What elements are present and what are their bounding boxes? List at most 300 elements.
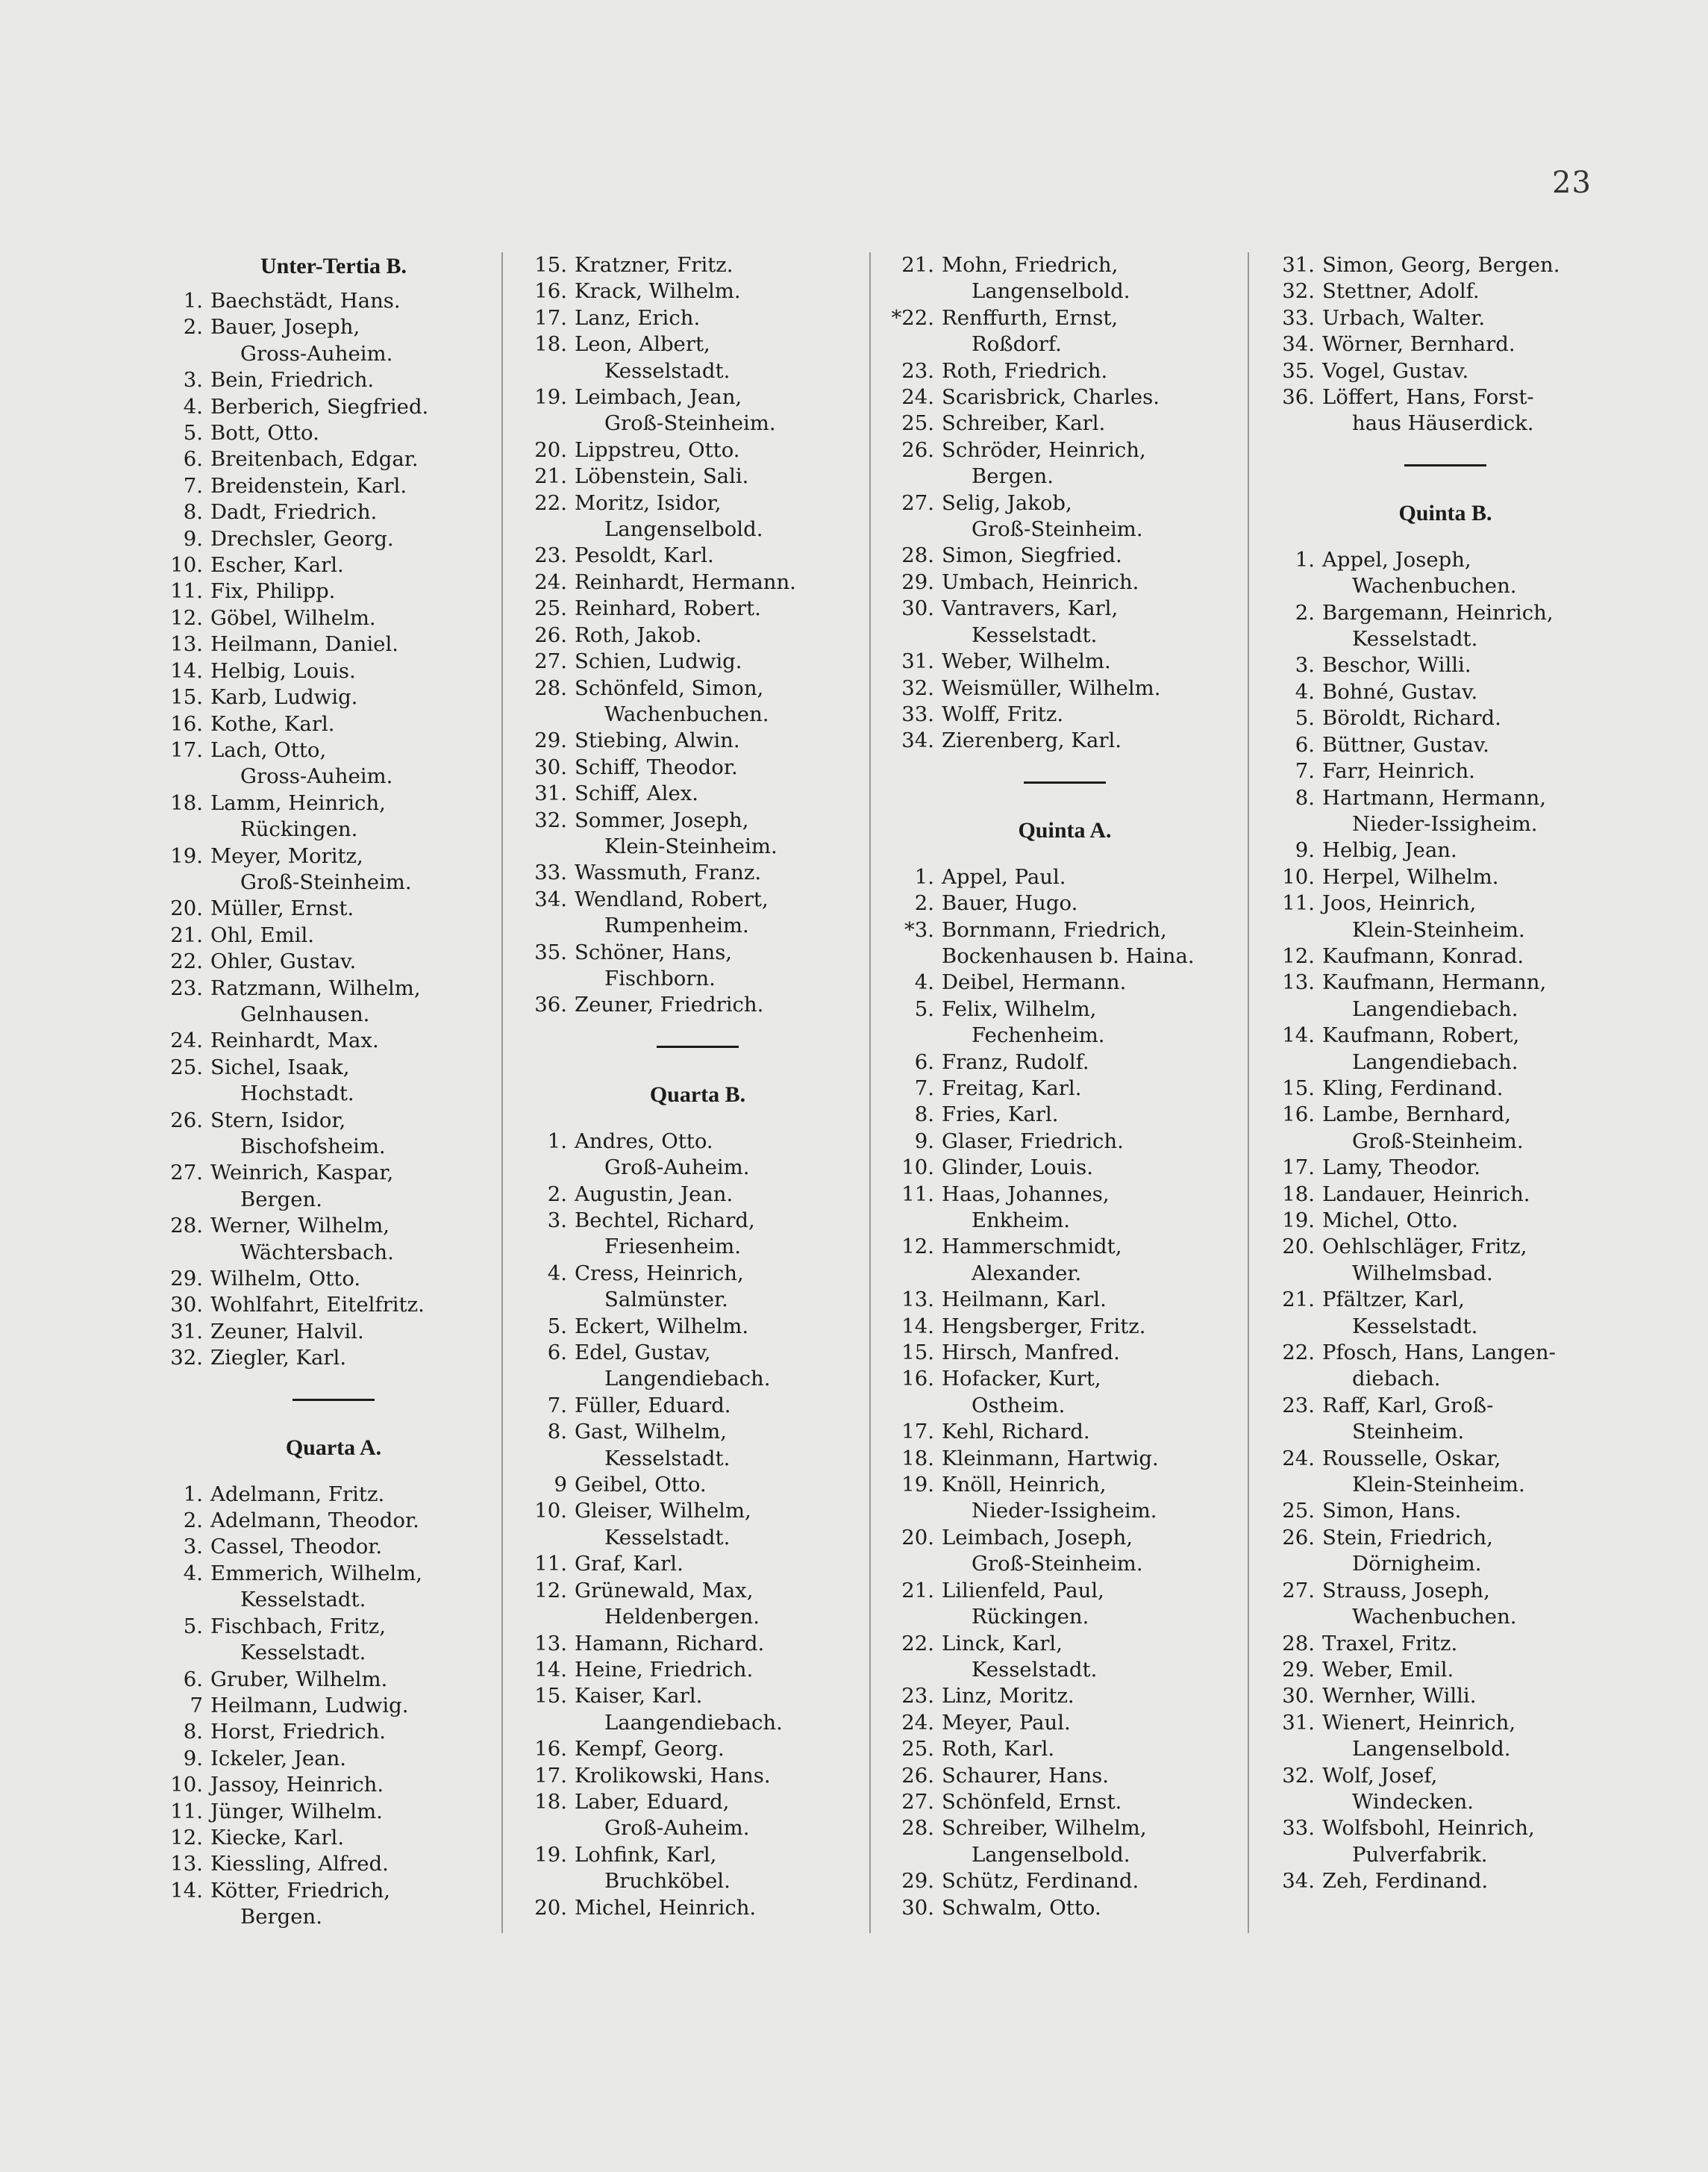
student-entry [522, 305, 873, 331]
student-entry [1270, 890, 1621, 917]
student-name: Eckert, Wilhelm. [575, 1314, 749, 1338]
student-entry [889, 890, 1240, 917]
entry-number: 27. [901, 1789, 934, 1814]
entry-number: 19. [534, 385, 567, 410]
entry-number: 23. [534, 543, 567, 568]
student-entry [889, 1525, 1240, 1551]
student-place: Bockenhausen b. Haina. [942, 943, 1195, 968]
student-name: Franz, Rudolf. [942, 1049, 1089, 1074]
student-name: Deibel, Hermann. [942, 970, 1127, 995]
student-name: Bohné, Gustav. [1322, 679, 1478, 704]
student-name: Hammerschmidt, [942, 1235, 1122, 1259]
student-entry [522, 1763, 873, 1789]
entry-number: 1. [547, 1129, 567, 1153]
entry-number: 2. [1295, 600, 1315, 625]
entry-number: 29. [901, 569, 934, 594]
class-section [522, 252, 873, 1019]
student-place: Dörnigheim. [1352, 1552, 1482, 1576]
student-place: Wilhelmsbad. [1352, 1261, 1493, 1285]
student-name: Werner, Wilhelm, [210, 1214, 390, 1238]
entry-number: 4. [547, 1261, 567, 1285]
entry-number: 21. [170, 923, 203, 947]
column-rule [869, 252, 871, 1933]
student-name: Landauer, Heinrich. [1322, 1182, 1530, 1206]
student-entry [158, 578, 509, 605]
student-entry [522, 252, 873, 278]
entry-number: 18. [170, 790, 203, 815]
student-name: Gast, Wilhelm, [575, 1420, 727, 1444]
student-name: Michel, Otto. [1322, 1208, 1459, 1232]
student-entry [889, 437, 1240, 464]
student-entry [1270, 785, 1621, 811]
entry-number: 18. [901, 1446, 934, 1470]
student-entry [522, 940, 873, 966]
entry-number: 14. [1282, 1023, 1315, 1048]
student-entry [522, 1578, 873, 1604]
student-name: Wassmuth, Franz. [575, 861, 762, 885]
student-entry [1270, 652, 1621, 678]
student-entry [889, 1234, 1240, 1260]
student-name: Fries, Karl. [942, 1102, 1059, 1127]
entry-number: 36. [534, 993, 567, 1017]
student-name: Lambe, Bernhard, [1322, 1102, 1512, 1127]
student-entry [1270, 1815, 1621, 1841]
student-entry [158, 1055, 509, 1081]
student-entry [889, 1129, 1240, 1155]
student-entry [522, 622, 873, 649]
student-name: Horst, Friedrich. [210, 1720, 387, 1744]
entry-number: 19. [1282, 1208, 1315, 1232]
student-name: Jassoy, Heinrich. [210, 1773, 384, 1797]
student-entry [158, 1851, 509, 1877]
student-name: Kaiser, Karl. [575, 1684, 703, 1708]
student-place: Groß-Steinheim. [604, 411, 776, 436]
student-entry [1270, 1340, 1621, 1366]
entry-number: 21. [1282, 1288, 1315, 1312]
student-name: Kling, Ferdinand. [1322, 1076, 1504, 1100]
entry-number: 2. [183, 1508, 203, 1533]
student-place: Kesselstadt. [240, 1588, 366, 1612]
student-entry [158, 790, 509, 817]
student-name: Lanz, Erich. [575, 305, 701, 330]
student-name: Roth, Friedrich. [942, 358, 1108, 383]
student-entry [522, 1261, 873, 1287]
entry-number: 33. [1282, 1816, 1315, 1841]
entry-number: 12. [901, 1235, 934, 1259]
student-entry [889, 1446, 1240, 1472]
entry-number: 28. [901, 543, 934, 568]
entry-number: 31. [1282, 253, 1315, 277]
entry-number: 3. [183, 1535, 203, 1559]
student-name: Ziegler, Karl. [210, 1346, 347, 1370]
entry-number: 7. [547, 1393, 567, 1417]
student-place: Fischborn. [604, 966, 716, 990]
student-entry [158, 711, 509, 737]
student-entry [889, 305, 1240, 331]
student-name: Pesoldt, Karl. [575, 543, 714, 568]
student-entry [158, 923, 509, 949]
student-entry [158, 552, 509, 578]
student-entry [158, 1693, 509, 1719]
column-rule [501, 252, 503, 1933]
entry-number: 31. [901, 649, 934, 674]
student-entry [1270, 278, 1621, 305]
student-entry [522, 1551, 873, 1577]
student-name: Schütz, Ferdinand. [942, 1869, 1139, 1894]
student-entry [889, 864, 1240, 890]
entry-number: 15. [170, 685, 203, 710]
student-name: Lilienfeld, Paul, [942, 1578, 1104, 1603]
student-entry [889, 358, 1240, 384]
student-name: Müller, Ernst. [210, 896, 354, 921]
entry-number: 11. [1282, 891, 1315, 916]
student-entry [522, 569, 873, 596]
entry-number: 18. [534, 332, 567, 357]
student-name: Göbel, Wilhelm. [210, 605, 376, 630]
student-name: Linck, Karl, [942, 1631, 1063, 1655]
student-name: Wohlfahrt, Eitelfritz. [210, 1293, 425, 1317]
entry-number: 17. [534, 1763, 567, 1788]
entry-number: 7. [914, 1076, 934, 1100]
entry-number: 18. [534, 1789, 567, 1814]
student-name: Meyer, Moritz, [210, 843, 363, 868]
student-name: Bechtel, Richard, [575, 1208, 755, 1232]
entry-number: 17. [534, 305, 567, 330]
entry-number: 10. [1282, 864, 1315, 889]
student-name: Simon, Georg, Bergen. [1322, 253, 1560, 277]
class-section [158, 1399, 509, 1931]
student-entry [889, 1815, 1240, 1841]
entry-number: 31. [1282, 1710, 1315, 1735]
student-name: Helbig, Louis. [210, 658, 356, 683]
student-name: Schöner, Hans, [575, 940, 733, 964]
student-name: Simon, Siegfried. [942, 543, 1122, 568]
student-entry [158, 1878, 509, 1904]
student-entry [522, 1657, 873, 1683]
entry-number: 14. [534, 1657, 567, 1682]
entry-number: 32. [170, 1346, 203, 1370]
student-entry [889, 996, 1240, 1023]
entry-number: 26. [901, 1763, 934, 1788]
class-section [522, 1046, 873, 1921]
entry-number: 5. [1295, 706, 1315, 731]
student-entry [158, 1746, 509, 1772]
student-name: Wolfsbohl, Heinrich, [1322, 1816, 1535, 1841]
student-entry [889, 1736, 1240, 1762]
column-4 [1270, 252, 1621, 1895]
entry-number: 8. [547, 1420, 567, 1444]
student-name: Edel, Gustav, [575, 1341, 711, 1365]
student-name: Lippstreu, Otto. [575, 437, 740, 462]
student-entry [1270, 1393, 1621, 1419]
student-name: Roth, Karl. [942, 1737, 1055, 1761]
student-place: Heldenbergen. [604, 1605, 760, 1629]
student-name: Linz, Moritz. [942, 1684, 1074, 1708]
student-name: Bein, Friedrich. [210, 368, 375, 393]
student-entry [889, 1631, 1240, 1657]
student-name: Heilmann, Karl. [942, 1288, 1107, 1312]
entry-number: 16. [901, 1367, 934, 1391]
student-entry [158, 1292, 509, 1318]
student-name: Bargemann, Heinrich, [1322, 600, 1554, 625]
entry-number: 34. [901, 728, 934, 753]
student-entry [158, 1108, 509, 1134]
entry-number: 27. [901, 490, 934, 515]
entry-number: 13. [534, 1631, 567, 1655]
student-entry [158, 420, 509, 446]
entry-number: 35. [534, 940, 567, 964]
student-entry [889, 1789, 1240, 1815]
student-entry [1270, 758, 1621, 784]
student-name: Oehlschläger, Fritz, [1322, 1235, 1527, 1259]
student-entry [522, 1419, 873, 1445]
student-place: Nieder-Issigheim. [1352, 811, 1538, 836]
student-name: Schien, Ludwig. [575, 649, 742, 674]
student-entry [1270, 1234, 1621, 1260]
student-entry [889, 1710, 1240, 1736]
student-entry [889, 1578, 1240, 1604]
entry-number: 4. [183, 1561, 203, 1585]
student-entry [522, 728, 873, 754]
entry-number: 27. [534, 649, 567, 674]
student-entry [889, 970, 1240, 996]
student-entry [522, 992, 873, 1018]
entry-number: 23. [1282, 1393, 1315, 1417]
student-entry [1270, 358, 1621, 384]
entry-number: 13. [901, 1288, 934, 1312]
student-name: Kratzner, Fritz. [575, 253, 733, 277]
student-name: Baechstädt, Hans. [210, 289, 401, 313]
student-name: Hamann, Richard. [575, 1631, 765, 1655]
entry-number: 30. [901, 596, 934, 621]
student-name: Wendland, Robert, [575, 887, 769, 911]
entry-number: 32. [534, 808, 567, 832]
student-name: Wolf, Josef, [1322, 1763, 1438, 1788]
student-entry [522, 1182, 873, 1208]
entry-number: 22. [170, 949, 203, 974]
entry-number: 24. [901, 1710, 934, 1735]
student-name: Graf, Karl. [575, 1552, 683, 1576]
student-entry [889, 1314, 1240, 1340]
student-name: Bauer, Hugo. [942, 891, 1078, 916]
student-name: Laber, Eduard, [575, 1789, 730, 1814]
student-name: Zeuner, Halvil. [210, 1319, 364, 1344]
student-entry [889, 490, 1240, 517]
student-entry [1270, 864, 1621, 890]
student-name: Wienert, Heinrich, [1322, 1710, 1516, 1735]
entry-number: 25. [1282, 1499, 1315, 1523]
student-place: Bergen. [240, 1187, 322, 1211]
student-place: Fechenheim. [972, 1023, 1105, 1048]
student-entry [889, 702, 1240, 728]
student-name: Strauss, Joseph, [1322, 1578, 1490, 1603]
student-name: Berberich, Siegfried. [210, 394, 429, 419]
student-name: Kiecke, Karl. [210, 1825, 345, 1850]
entry-number: 29. [170, 1267, 203, 1291]
student-name: Fix, Philipp. [210, 579, 336, 604]
student-entry [1270, 1155, 1621, 1181]
entry-number: 29. [901, 1869, 934, 1894]
student-name: Wörner, Bernhard. [1322, 332, 1515, 357]
student-name: Löbenstein, Sali. [575, 464, 749, 489]
class-section [158, 252, 509, 1372]
student-entry [1270, 1683, 1621, 1709]
entry-number: 24. [534, 569, 567, 594]
student-name: Urbach, Walter. [1322, 305, 1486, 330]
student-name: Beschor, Willi. [1322, 653, 1471, 678]
entry-number: 28. [534, 675, 567, 700]
student-entry [1270, 1023, 1621, 1049]
student-entry [1270, 1076, 1621, 1102]
student-name: Krack, Wilhelm. [575, 279, 741, 304]
student-name: Füller, Eduard. [575, 1393, 731, 1417]
student-name: Moritz, Isidor, [575, 490, 722, 515]
entry-number: 32. [901, 675, 934, 700]
student-name: Kaufmann, Hermann, [1322, 970, 1547, 995]
student-name: Haas, Johannes, [942, 1182, 1110, 1206]
student-entry [889, 1763, 1240, 1789]
student-entry [522, 808, 873, 834]
entry-number: 19. [901, 1473, 934, 1497]
entry-number: 21. [901, 1578, 934, 1603]
student-name: Kempf, Georg. [575, 1737, 725, 1761]
entry-number: 8. [1295, 785, 1315, 810]
student-name: Lamm, Heinrich, [210, 790, 386, 815]
entry-number: 26. [1282, 1525, 1315, 1550]
student-place: Ostheim. [972, 1393, 1066, 1417]
entry-number: 34. [1282, 332, 1315, 357]
student-place: Kesselstadt. [604, 1525, 731, 1550]
student-name: Lach, Otto, [210, 737, 327, 762]
student-name: Heilmann, Daniel. [210, 632, 398, 657]
student-name: Fischbach, Fritz, [210, 1614, 386, 1638]
student-entry [1270, 679, 1621, 705]
student-entry [158, 843, 509, 870]
entry-number: 25. [170, 1055, 203, 1079]
student-name: Dadt, Friedrich. [210, 500, 378, 525]
student-name: Michel, Heinrich. [575, 1895, 757, 1920]
student-entry [522, 860, 873, 886]
student-place: Groß-Steinheim. [972, 1552, 1143, 1576]
student-place: Kesselstadt. [972, 622, 1098, 647]
student-name: Leimbach, Joseph, [942, 1525, 1133, 1550]
student-entry [158, 499, 509, 525]
student-name: Gleiser, Wilhelm, [575, 1499, 751, 1523]
entry-number: 25. [901, 1737, 934, 1761]
student-name: Böroldt, Richard. [1322, 706, 1501, 731]
student-name: Glinder, Louis. [942, 1155, 1093, 1180]
student-entry [889, 596, 1240, 622]
student-name: Schönfeld, Ernst. [942, 1789, 1122, 1814]
entry-number: 34. [1282, 1869, 1315, 1894]
student-place: Klein-Steinheim. [604, 834, 778, 858]
student-place: Langenselbold. [972, 279, 1130, 304]
student-place: Wächtersbach. [240, 1240, 394, 1264]
section-title: Quinta A. [1018, 817, 1112, 843]
student-entry [1270, 970, 1621, 996]
entry-number: 10. [901, 1155, 934, 1180]
student-name: Selig, Jakob, [942, 490, 1072, 515]
entry-number: 9. [183, 1746, 203, 1770]
student-entry [1270, 1868, 1621, 1894]
entry-number: 22. [534, 490, 567, 515]
student-name: Schröder, Heinrich, [942, 437, 1146, 462]
entry-number: 32. [1282, 279, 1315, 304]
student-entry [889, 1868, 1240, 1894]
student-entry [522, 278, 873, 305]
student-entry [889, 1472, 1240, 1498]
student-entry [522, 543, 873, 569]
student-name: Felix, Wilhelm, [942, 996, 1097, 1021]
student-place: Salmünster. [604, 1288, 728, 1312]
entry-number: 17. [1282, 1155, 1315, 1180]
student-entry [1270, 837, 1621, 864]
student-name: Kothe, Karl. [210, 711, 335, 736]
column-2 [522, 252, 873, 1921]
entry-number: 30. [1282, 1684, 1315, 1708]
entry-number: 21. [534, 464, 567, 489]
entry-number: 24. [901, 385, 934, 410]
student-name: Ohler, Gustav. [210, 949, 357, 974]
entry-number: 30. [170, 1293, 203, 1317]
entry-number: 11. [901, 1182, 934, 1206]
student-name: Hartmann, Hermann, [1322, 785, 1546, 810]
student-place: diebach. [1352, 1367, 1441, 1391]
student-name: Zeh, Ferdinand. [1322, 1869, 1489, 1894]
student-entry [889, 675, 1240, 702]
student-entry [522, 1340, 873, 1366]
student-name: Wolff, Fritz. [942, 702, 1064, 726]
entry-number: 17. [901, 1420, 934, 1444]
student-entry [522, 1789, 873, 1815]
student-name: Grünewald, Max, [575, 1578, 754, 1603]
student-name: Schreiber, Karl. [942, 411, 1106, 436]
student-entry [1270, 1287, 1621, 1313]
student-place: Groß-Steinheim. [1352, 1129, 1524, 1153]
student-place: Kesselstadt. [604, 358, 731, 383]
student-entry [889, 543, 1240, 569]
entry-number: 16. [170, 711, 203, 736]
student-entry [889, 1102, 1240, 1128]
student-entry [889, 917, 1240, 943]
student-entry [1270, 1578, 1621, 1604]
entry-number: 5. [914, 996, 934, 1021]
student-entry [889, 1340, 1240, 1366]
class-section [1270, 464, 1621, 1895]
student-name: Weismüller, Wilhelm. [942, 675, 1161, 700]
student-name: Appel, Joseph, [1322, 547, 1471, 572]
entry-number: 6. [183, 1667, 203, 1691]
student-entry [158, 1160, 509, 1186]
student-entry [158, 1667, 509, 1693]
student-entry [522, 1498, 873, 1524]
entry-number: 31. [170, 1319, 203, 1344]
student-entry [158, 446, 509, 472]
entry-number: 12. [534, 1578, 567, 1603]
entry-number: 11. [534, 1552, 567, 1576]
student-name: Meyer, Paul. [942, 1710, 1071, 1735]
entry-number: 25. [901, 411, 934, 436]
student-name: Kötter, Friedrich, [210, 1878, 391, 1903]
entry-number: 10. [170, 553, 203, 578]
entry-number: 16. [534, 279, 567, 304]
section-title: Quinta B. [1398, 500, 1492, 525]
entry-number: 8. [183, 500, 203, 525]
column-1 [158, 252, 509, 1931]
student-name: Karb, Ludwig. [210, 685, 358, 710]
student-name: Zierenberg, Karl. [942, 728, 1122, 753]
entry-number: 2. [547, 1182, 567, 1206]
